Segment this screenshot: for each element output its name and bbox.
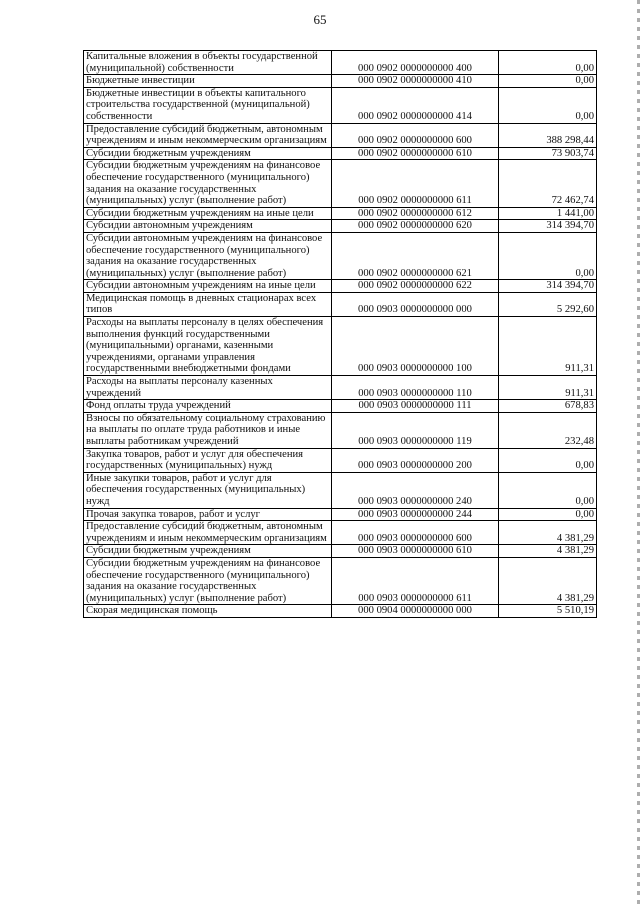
amount-cell: 0,00 [499,508,597,521]
table-row [84,317,597,376]
expense-name-cell: Скорая медицинская помощь [84,605,332,618]
expense-name-cell: Взносы по обязательному социальному страхованию на выплаты по оплате труда работников и иные выплаты работникам учреждений [84,412,332,448]
classification-code-cell: 000 0903 0000000000 611 [332,557,499,604]
table-row [84,557,597,604]
classification-code-cell: 000 0903 0000000000 119 [332,412,499,448]
table-row [84,472,597,508]
amount-cell: 0,00 [499,472,597,508]
classification-code-cell: 000 0903 0000000000 600 [332,521,499,545]
expense-name-cell: Предоставление субсидий бюджетным, автономным учреждениям и иным некоммерческим организациям [84,521,332,545]
classification-code-cell: 000 0902 0000000000 612 [332,207,499,220]
table-row [84,400,597,413]
table-row [84,147,597,160]
table-row [84,412,597,448]
amount-cell: 678,83 [499,400,597,413]
expense-name-cell: Субсидии автономным учреждениям [84,220,332,233]
classification-code-cell: 000 0902 0000000000 622 [332,280,499,293]
amount-cell: 0,00 [499,448,597,472]
classification-code-cell: 000 0902 0000000000 414 [332,87,499,123]
expenditure-table [83,50,597,618]
classification-code-cell: 000 0902 0000000000 600 [332,123,499,147]
table-row [84,545,597,558]
classification-code-cell: 000 0902 0000000000 400 [332,51,499,75]
expense-name-cell: Расходы на выплаты персоналу казенных учреждений [84,376,332,400]
table-row [84,292,597,316]
table-row [84,220,597,233]
page-number: 65 [313,12,327,27]
amount-cell: 314 394,70 [499,220,597,233]
table-row [84,75,597,88]
expense-name-cell: Субсидии автономным учреждениям на финансовое обеспечение государственного (муниципального) задания на оказание государственных (муниципальных) услуг (выполнение работ) [84,232,332,279]
amount-cell: 1 441,00 [499,207,597,220]
expense-name-cell: Фонд оплаты труда учреждений [84,400,332,413]
table-row [84,207,597,220]
amount-cell: 72 462,74 [499,160,597,207]
classification-code-cell: 000 0903 0000000000 000 [332,292,499,316]
amount-cell: 0,00 [499,232,597,279]
expense-name-cell: Бюджетные инвестиции [84,75,332,88]
amount-cell: 232,48 [499,412,597,448]
table-row [84,51,597,75]
amount-cell: 4 381,29 [499,545,597,558]
classification-code-cell: 000 0903 0000000000 100 [332,317,499,376]
amount-cell: 73 903,74 [499,147,597,160]
expense-name-cell: Капитальные вложения в объекты государственной (муниципальной) собственности [84,51,332,75]
classification-code-cell: 000 0902 0000000000 621 [332,232,499,279]
expense-name-cell: Прочая закупка товаров, работ и услуг [84,508,332,521]
table-row [84,87,597,123]
expense-name-cell: Субсидии бюджетным учреждениям [84,147,332,160]
classification-code-cell: 000 0903 0000000000 110 [332,376,499,400]
classification-code-cell: 000 0902 0000000000 610 [332,147,499,160]
table-row [84,376,597,400]
table-row [84,160,597,207]
expense-name-cell: Субсидии бюджетным учреждениям на финансовое обеспечение государственного (муниципального) задания на оказание государственных (муниципальных) услуг (выполнение работ) [84,160,332,207]
expense-name-cell: Медицинская помощь в дневных стационарах всех типов [84,292,332,316]
amount-cell: 911,31 [499,376,597,400]
amount-cell: 314 394,70 [499,280,597,293]
amount-cell: 0,00 [499,51,597,75]
amount-cell: 5 292,60 [499,292,597,316]
classification-code-cell: 000 0903 0000000000 200 [332,448,499,472]
classification-code-cell: 000 0903 0000000000 610 [332,545,499,558]
classification-code-cell: 000 0902 0000000000 620 [332,220,499,233]
amount-cell: 5 510,19 [499,605,597,618]
amount-cell: 0,00 [499,75,597,88]
table-row [84,232,597,279]
expense-name-cell: Иные закупки товаров, работ и услуг для обеспечения государственных (муниципальных) нужд [84,472,332,508]
amount-cell: 4 381,29 [499,557,597,604]
table-row [84,280,597,293]
amount-cell: 388 298,44 [499,123,597,147]
table-row [84,123,597,147]
expense-name-cell: Бюджетные инвестиции в объекты капитального строительства государственной (муниципальной) собственности [84,87,332,123]
classification-code-cell: 000 0903 0000000000 111 [332,400,499,413]
classification-code-cell: 000 0902 0000000000 611 [332,160,499,207]
expense-name-cell: Субсидии бюджетным учреждениям на иные цели [84,207,332,220]
expense-name-cell: Расходы на выплаты персоналу в целях обеспечения выполнения функций государственными (муниципальными) органами, казенными учреждениями, органами управления государственными внебюджетными фондами [84,317,332,376]
classification-code-cell: 000 0902 0000000000 410 [332,75,499,88]
amount-cell: 911,31 [499,317,597,376]
expense-name-cell: Субсидии автономным учреждениям на иные цели [84,280,332,293]
table-row [84,605,597,618]
classification-code-cell: 000 0903 0000000000 240 [332,472,499,508]
amount-cell: 0,00 [499,87,597,123]
classification-code-cell: 000 0904 0000000000 000 [332,605,499,618]
amount-cell: 4 381,29 [499,521,597,545]
table-row [84,448,597,472]
expense-name-cell: Субсидии бюджетным учреждениям на финансовое обеспечение государственного (муниципального) задания на оказание государственных (муниципальных) услуг (выполнение работ) [84,557,332,604]
table-row [84,508,597,521]
table-row [84,521,597,545]
classification-code-cell: 000 0903 0000000000 244 [332,508,499,521]
expense-name-cell: Закупка товаров, работ и услуг для обеспечения государственных (муниципальных) нужд [84,448,332,472]
expense-name-cell: Субсидии бюджетным учреждениям [84,545,332,558]
table-body [84,51,597,618]
expense-name-cell: Предоставление субсидий бюджетным, автономным учреждениям и иным некоммерческим организациям [84,123,332,147]
